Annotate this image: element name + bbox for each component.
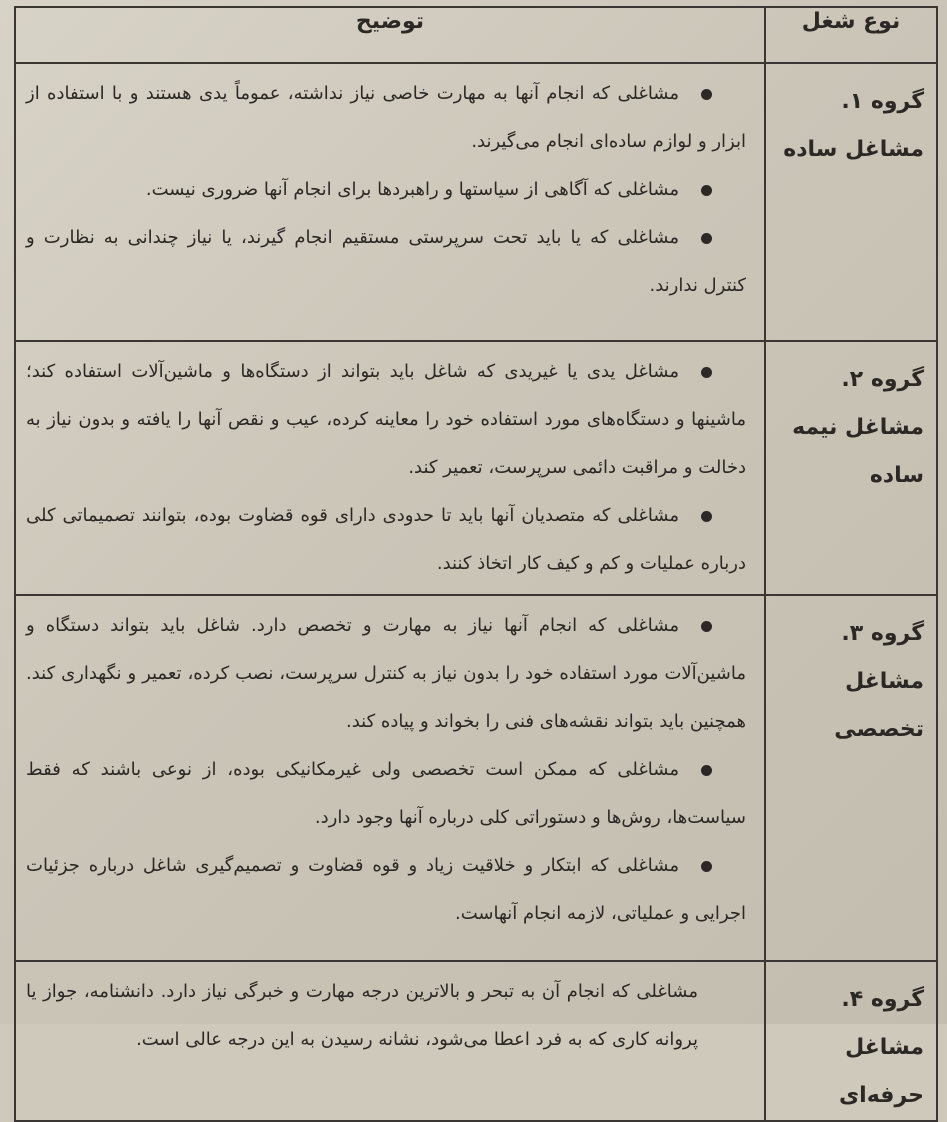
job-groups-table	[14, 6, 938, 1122]
bullet-icon	[701, 621, 712, 632]
group-2-description	[15, 341, 765, 595]
list-item-text: مشاغلی که متصدیان آنها باید تا حدودی دارای قوه قضاوت بوده، بتوانند تصمیماتی کلی درباره عملیات و کم و کیف کار اتخاذ کنند.	[26, 505, 746, 574]
list-item	[26, 842, 746, 938]
list-item	[26, 166, 746, 214]
table-header-row	[15, 7, 937, 63]
list-item-text: مشاغلی که آگاهی از سیاستها و راهبردها برای انجام آنها ضروری نیست.	[145, 179, 679, 200]
list-item-text: مشاغلی که ممکن است تخصصی ولی غیرمکانیکی بوده، از نوعی باشند که فقط سیاست‌ها، روش‌ها و دستوراتی کلی درباره آنها وجود دارد.	[26, 759, 746, 828]
description-header: توضیح	[15, 7, 765, 63]
list-item-text: مشاغل یدی یا غیریدی که شاغل باید بتواند از دستگاه‌ها و ماشین‌آلات استفاده کند؛ ماشینها و دستگاه‌های مورد استفاده خود را معاینه کرده، عیب و نقص آنها را یافته و بدون نیاز به دخالت و مراقبت دائمی سرپرست، تعمیر کند.	[26, 361, 746, 478]
table-row	[15, 63, 937, 341]
description-text: مشاغلی که انجام آن به تبحر و بالاترین درجه مهارت و خبرگی نیاز دارد. دانشنامه، جواز یا پروانه کاری که به فرد اعطا می‌شود، نشانه رسیدن به این درجه عالی است.	[26, 981, 698, 1050]
group-3-description	[15, 595, 765, 961]
list-item	[26, 348, 746, 492]
bullet-icon	[701, 185, 712, 196]
table-row	[15, 341, 937, 595]
list-item-text: مشاغلی که انجام آنها نیاز به مهارت و تخصص دارد. شاغل باید بتواند دستگاه و ماشین‌آلات مورد استفاده خود را بدون نیاز به کنترل سرپرست، نصب کرده، تعمیر و نگهداری کند. همچنین باید بتواند نقشه‌های فنی را بخواند و پیاده کند.	[26, 615, 746, 732]
list-item	[26, 746, 746, 842]
group-4-name: گروه ۴. مشاغل حرفه‌ای	[765, 961, 937, 1121]
table-row	[15, 961, 937, 1121]
list-item	[26, 214, 746, 310]
job-type-header: نوع شغل	[765, 7, 937, 63]
bullet-icon	[701, 861, 712, 872]
group-2-name: گروه ۲. مشاغل نیمه ساده	[765, 341, 937, 595]
bullet-icon	[701, 233, 712, 244]
list-item	[26, 602, 746, 746]
group-4-description	[15, 961, 765, 1121]
bullet-icon	[701, 765, 712, 776]
bullet-icon	[701, 511, 712, 522]
group-3-name: گروه ۳. مشاغل تخصصی	[765, 595, 937, 961]
group-1-description	[15, 63, 765, 341]
list-item	[26, 70, 746, 166]
group-1-name: گروه ۱. مشاغل ساده	[765, 63, 937, 341]
list-item-text: مشاغلی که یا باید تحت سرپرستی مستقیم انجام گیرند، یا نیاز چندانی به نظارت و کنترل ندارند.	[26, 227, 746, 296]
bullet-icon	[701, 367, 712, 378]
table-row	[15, 595, 937, 961]
list-item-text: مشاغلی که انجام آنها به مهارت خاصی نیاز نداشته، عموماً یدی هستند و با استفاده از ابزار و لوازم ساده‌ای انجام می‌گیرند.	[26, 83, 746, 152]
list-item	[26, 492, 746, 588]
bullet-icon	[701, 89, 712, 100]
list-item-text: مشاغلی که ابتکار و خلاقیت زیاد و قوه قضاوت و تصمیم‌گیری شاغل درباره جزئیات اجرایی و عملیاتی، لازمه انجام آنهاست.	[26, 855, 746, 924]
